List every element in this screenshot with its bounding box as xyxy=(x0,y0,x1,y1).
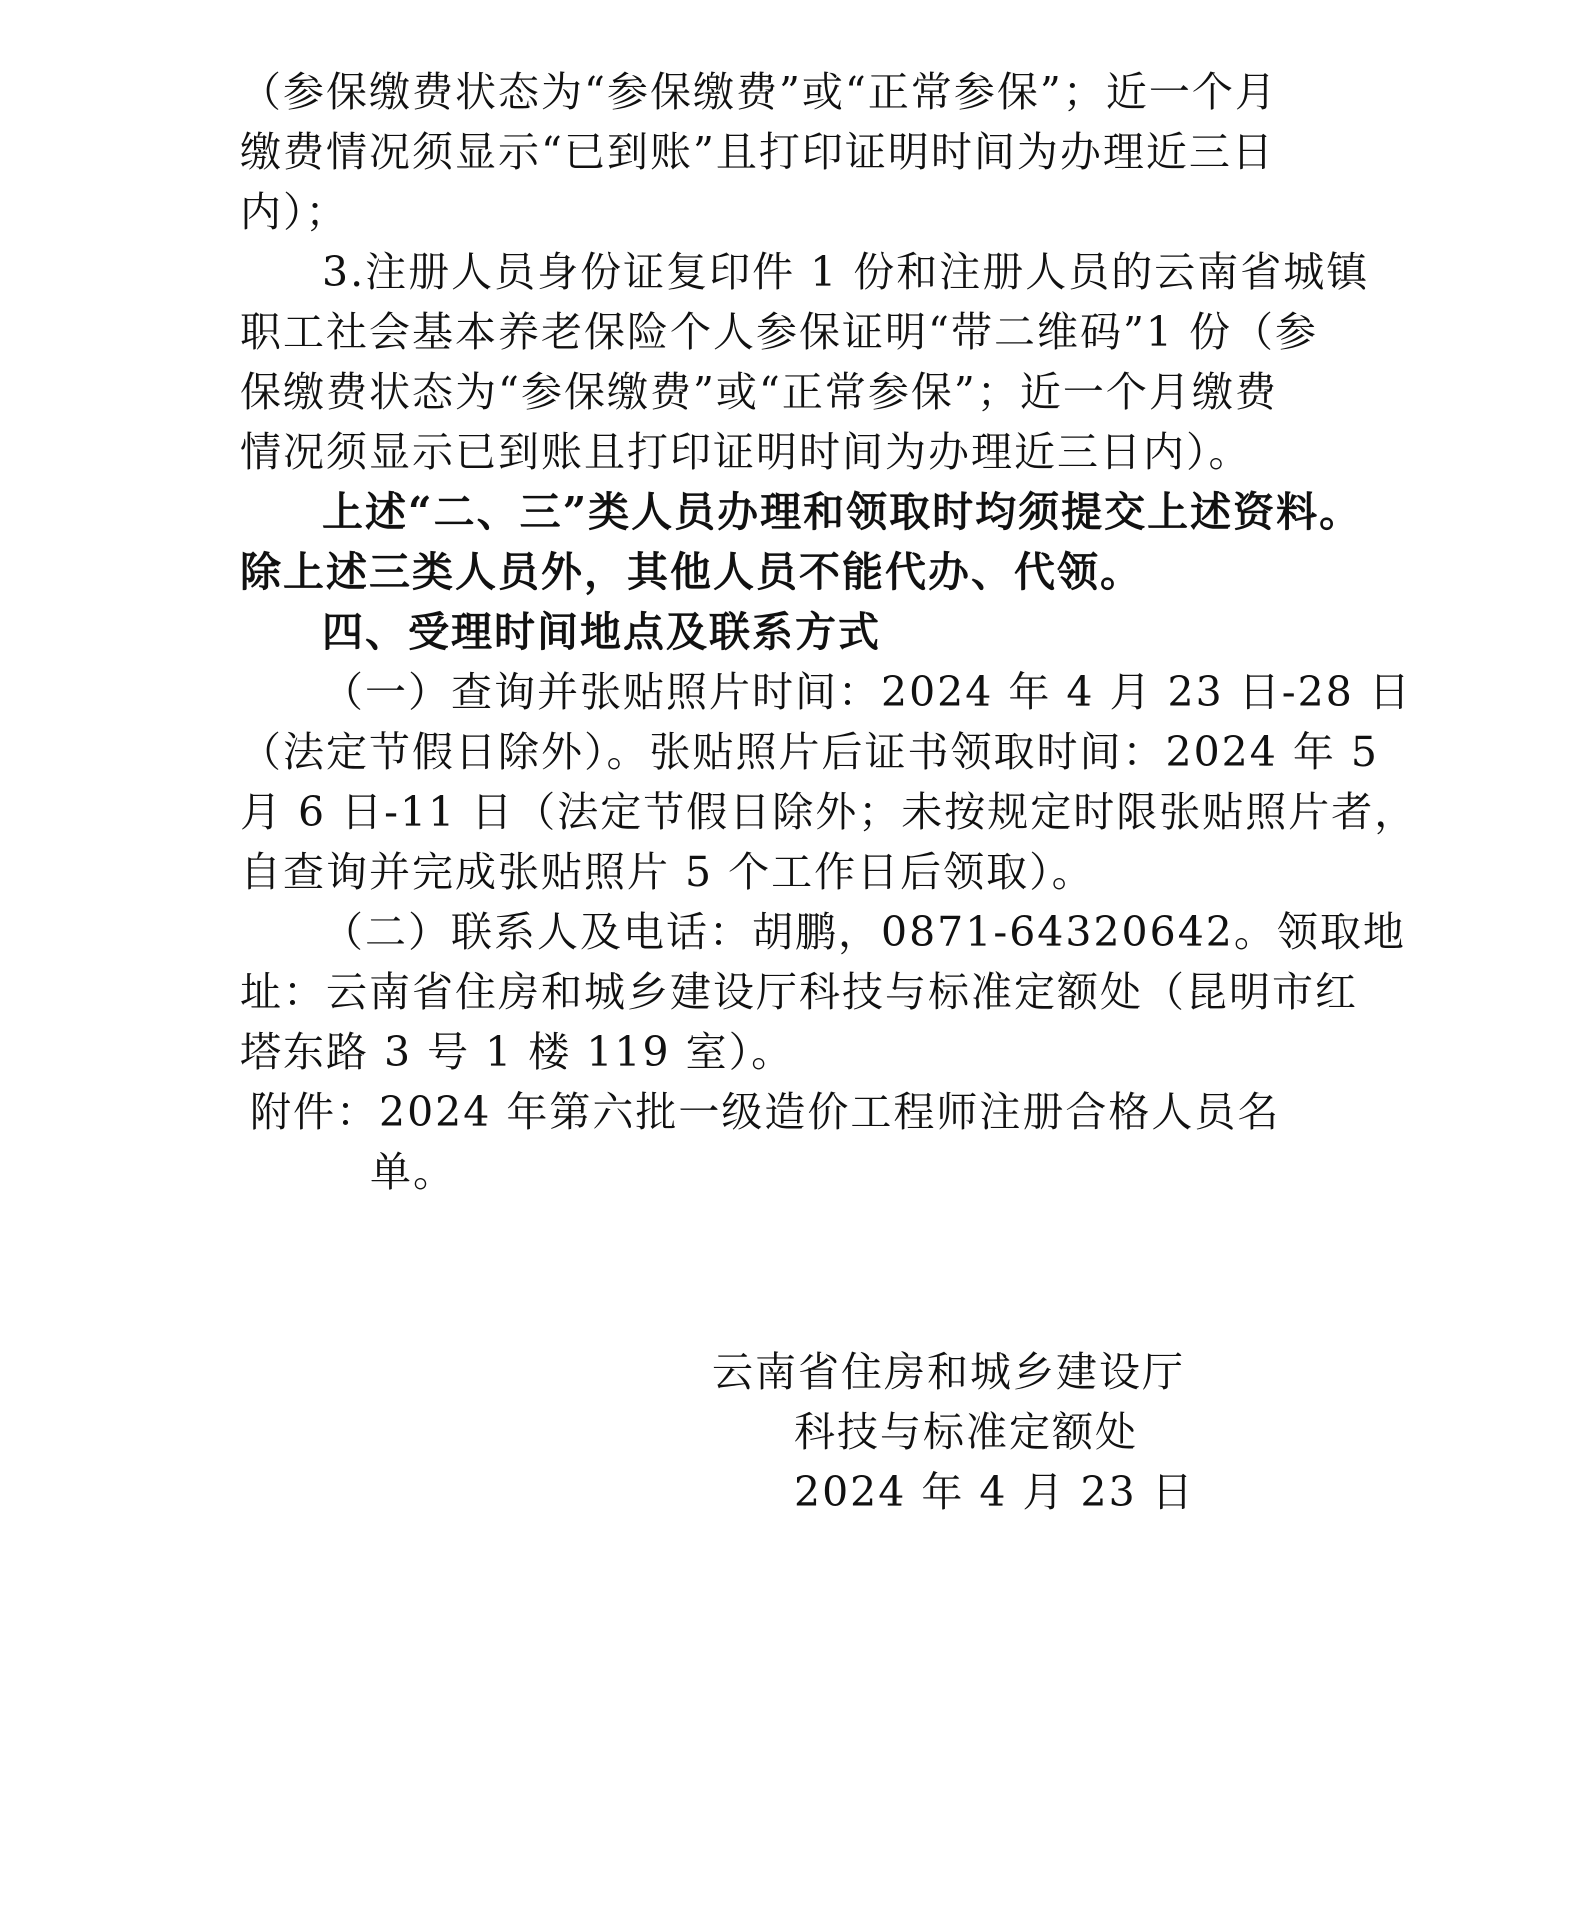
body-line: （二）联系人及电话：胡鹏，0871-64320642。领取地 xyxy=(322,908,1406,956)
body-line: （法定节假日除外）。张贴照片后证书领取时间：2024 年 5 xyxy=(240,728,1379,776)
attachment-line: 附件：2024 年第六批一级造价工程师注册合格人员名 xyxy=(250,1088,1281,1136)
bold-body-line: 上述“二、三”类人员办理和领取时均须提交上述资料。 xyxy=(322,488,1363,536)
body-line: （参保缴费状态为“参保缴费”或“正常参保”；近一个月 xyxy=(240,68,1278,116)
body-line: 缴费情况须显示“已到账”且打印证明时间为办理近三日 xyxy=(240,128,1275,176)
body-line: 月 6 日-11 日（法定节假日除外；未按规定时限张贴照片者， xyxy=(240,788,1418,836)
body-line: 职工社会基本养老保险个人参保证明“带二维码”1 份（参 xyxy=(240,308,1319,356)
body-line: 址：云南省住房和城乡建设厅科技与标准定额处（昆明市红 xyxy=(240,968,1358,1016)
body-line: （一）查询并张贴照片时间：2024 年 4 月 23 日-28 日 xyxy=(322,668,1412,716)
signature-dept: 科技与标准定额处 xyxy=(794,1408,1138,1456)
bold-body-line: 除上述三类人员外，其他人员不能代办、代领。 xyxy=(240,548,1143,596)
body-line: 自查询并完成张贴照片 5 个工作日后领取）。 xyxy=(240,848,1095,896)
section-heading: 四、受理时间地点及联系方式 xyxy=(322,608,881,656)
attachment-line: 单。 xyxy=(370,1148,456,1196)
signature-date: 2024 年 4 月 23 日 xyxy=(794,1468,1195,1516)
body-line: 内）； xyxy=(240,188,349,236)
body-line: 保缴费状态为“参保缴费”或“正常参保”；近一个月缴费 xyxy=(240,368,1278,416)
signature-org: 云南省住房和城乡建设厅 xyxy=(712,1348,1185,1396)
body-line: 情况须显示已到账且打印证明时间为办理近三日内）。 xyxy=(240,428,1252,476)
body-line: 3.注册人员身份证复印件 1 份和注册人员的云南省城镇 xyxy=(322,248,1370,296)
body-line: 塔东路 3 号 1 楼 119 室）。 xyxy=(240,1028,795,1076)
